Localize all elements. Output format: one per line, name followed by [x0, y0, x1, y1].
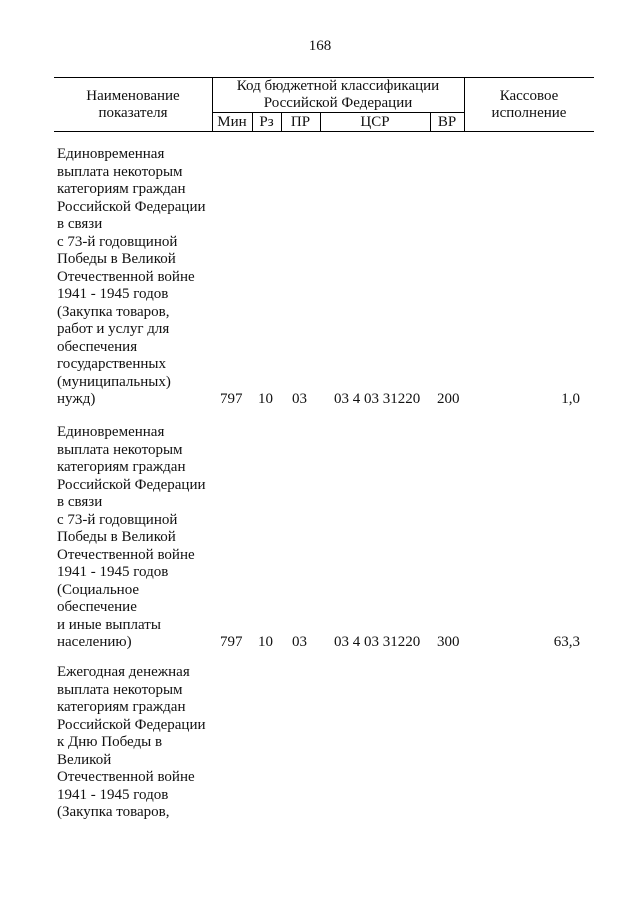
row-name-line: к Дню Победы в [57, 734, 163, 750]
row-name-line: Отечественной войне [57, 268, 195, 285]
cell-pr: 03 [292, 634, 307, 650]
cell-amount: 63,3 [553, 634, 580, 650]
row-name-line: (Закупка товаров, [57, 804, 170, 820]
cell-pr: 03 [292, 391, 307, 407]
cell-min: 797 [220, 391, 243, 407]
row-name-line: Российской Федерации [57, 716, 206, 733]
row-name-line: в связи [57, 216, 103, 232]
row-name-line: населению) [57, 634, 132, 650]
header-vr: ВР [437, 114, 457, 130]
cell-csr: 03 4 03 31220 [334, 391, 421, 407]
header-csr: ЦСР [360, 114, 390, 130]
row-name-line: обеспечение [57, 599, 137, 615]
cell-min: 797 [220, 634, 243, 650]
row-name-line: Отечественной войне [57, 546, 195, 563]
row-name-line: выплата некоторым [57, 163, 183, 180]
row-name-line: (муниципальных) [57, 373, 171, 390]
row-name-line: категориям граждан [57, 181, 186, 197]
row-name-line: Российской Федерации [57, 476, 206, 493]
header-rz: Рз [259, 114, 274, 130]
row-name-line: Российской Федерации [57, 198, 206, 215]
row-name [57, 424, 217, 652]
row-name-line: Единовременная [57, 146, 165, 162]
row-name-line: нужд) [57, 391, 96, 407]
row-name-line: государственных [57, 356, 166, 372]
header-code-group: Код бюджетной классификации Российской Федерации [236, 78, 440, 111]
cell-amount: 1,0 [561, 391, 580, 407]
row-name-line: выплата некоторым [57, 441, 183, 458]
cell-vr: 200 [437, 391, 460, 407]
row-name-line: Единовременная [57, 424, 165, 440]
row-name-line: Победы в Великой [57, 529, 176, 545]
row-name-line: Великой [57, 751, 112, 768]
row-name-line: Отечественной войне [57, 769, 195, 785]
cell-rz: 10 [258, 634, 273, 650]
row-name-line: и иные выплаты [57, 616, 161, 633]
row-name [57, 146, 217, 409]
row-name-line: выплата некоторым [57, 681, 183, 698]
page-number: 168 [308, 38, 332, 54]
row-name-line: Ежегодная денежная [57, 664, 190, 680]
header-min: Мин [217, 114, 247, 130]
row-name-line: с 73-й годовщиной [57, 511, 178, 528]
cell-csr: 03 4 03 31220 [334, 634, 421, 650]
row-name-line: с 73-й годовщиной [57, 233, 178, 250]
header-name-col: Наименование показателя [86, 88, 180, 121]
row-name-line: категориям граждан [57, 459, 186, 475]
row-name-line: 1941 - 1945 годов [57, 286, 169, 302]
row-name [57, 664, 217, 822]
row-name-line: 1941 - 1945 годов [57, 564, 169, 580]
row-name-line: Победы в Великой [57, 251, 176, 267]
header-pr: ПР [290, 114, 311, 130]
row-name-line: работ и услуг для [57, 321, 170, 337]
row-name-line: (Социальное [57, 581, 140, 598]
row-name-line: категориям граждан [57, 699, 186, 715]
row-name-line: 1941 - 1945 годов [57, 786, 169, 803]
row-name-line: обеспечения [57, 338, 138, 355]
cell-rz: 10 [258, 391, 273, 407]
row-name-line: в связи [57, 494, 103, 510]
header-amount-col: Кассовое исполнение [491, 88, 567, 121]
row-name-line: (Закупка товаров, [57, 303, 170, 320]
cell-vr: 300 [437, 634, 460, 650]
